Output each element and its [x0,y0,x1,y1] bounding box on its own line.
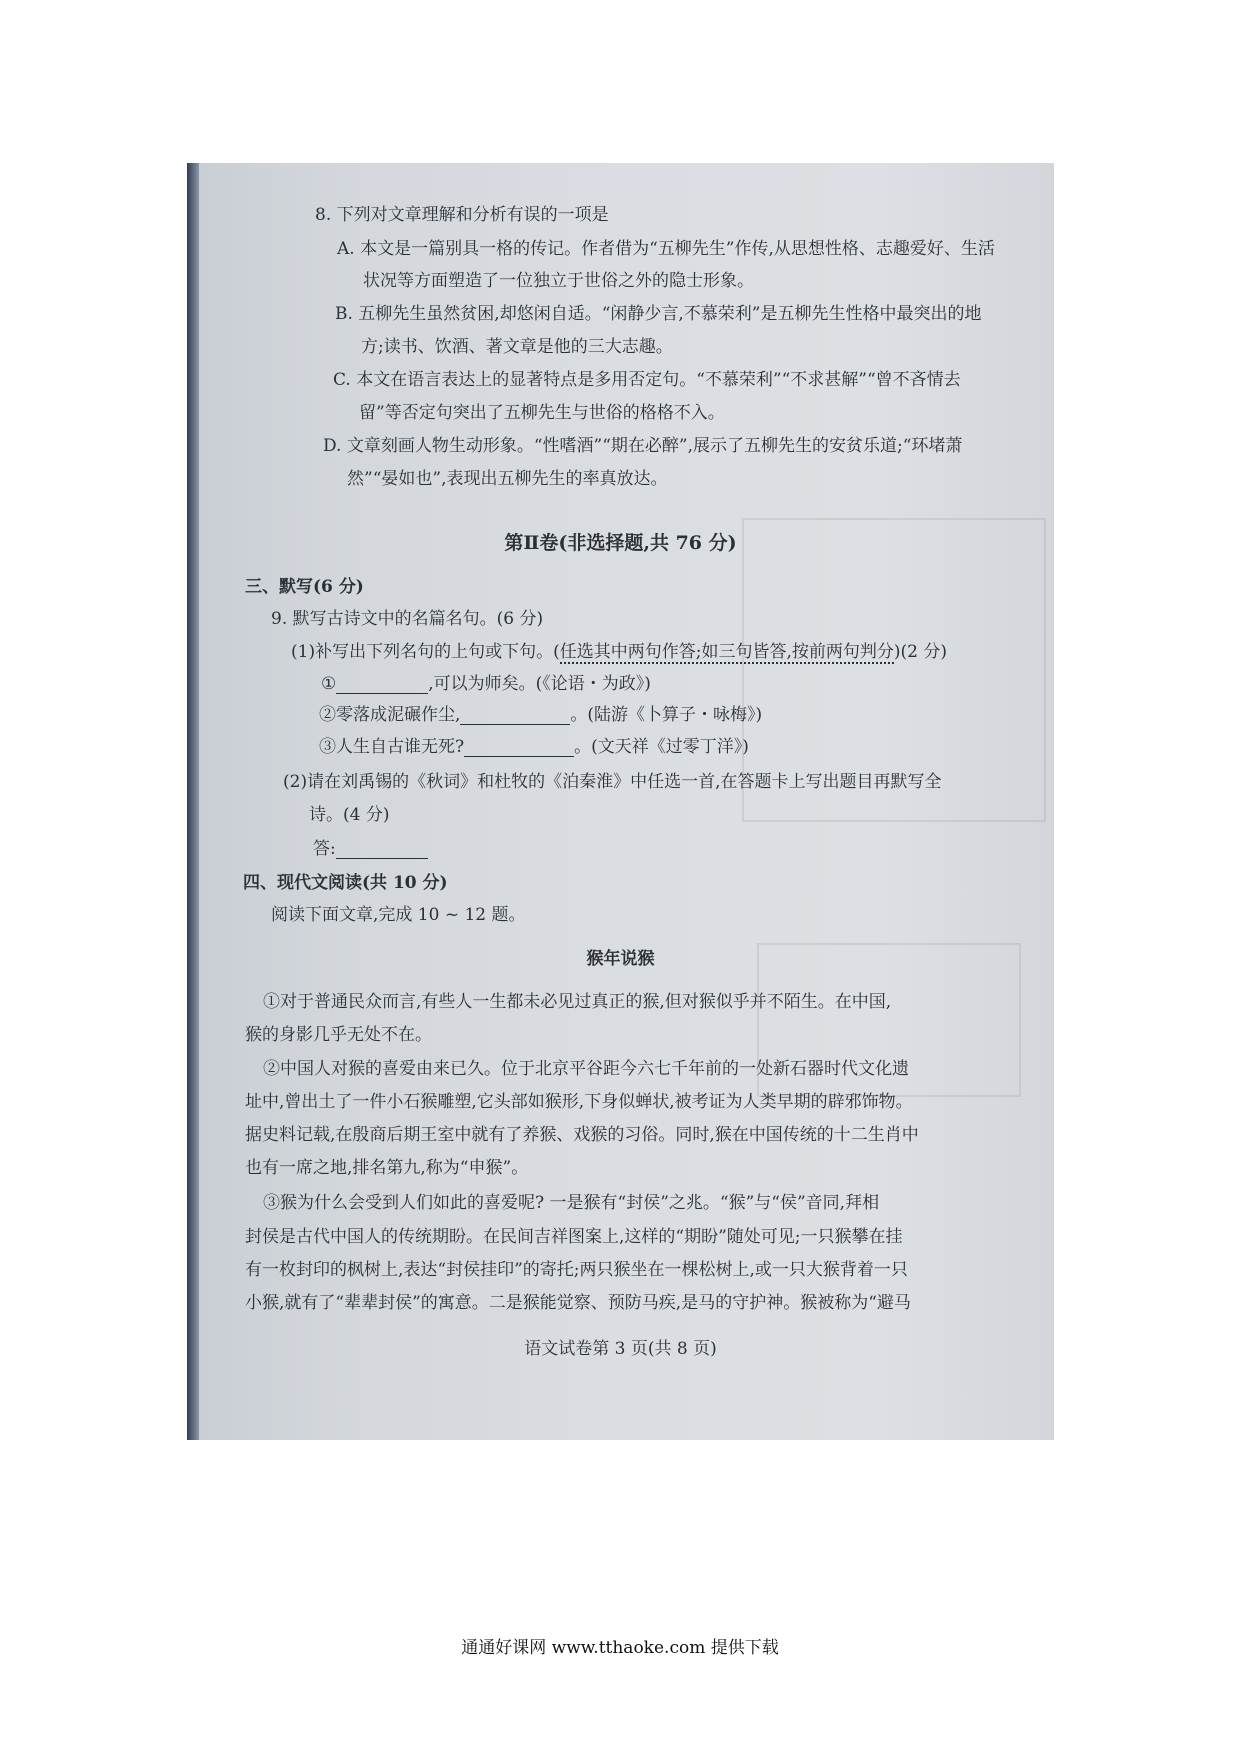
reading-instruction: 阅读下面文章,完成 10 ~ 12 题。 [271,905,526,925]
q8-option-a-line2: 状况等方面塑造了一位独立于世俗之外的隐士形象。 [363,271,754,291]
q8-option-b-line1: B. 五柳先生虽然贫困,却悠闲自适。“闲静少言,不慕荣利”是五柳先生性格中最突出的地 [335,304,982,324]
blank-1[interactable] [336,677,428,694]
q9-part1-emphasis: 任选其中两句作答;如三句皆答,按前两句判分 [559,642,894,662]
answer-blank[interactable] [336,842,428,859]
q9-part1-suffix: )(2 分) [893,642,947,662]
item-1-number: ① [321,674,337,694]
article-p3-line3: 有一枚封印的枫树上,表达“封侯挂印”的寄托;两只猴坐在一棵松树上,或一只大猴背着一只 [245,1260,908,1280]
article-p1-line2: 猴的身影几乎无处不在。 [245,1025,432,1045]
article-p3-line4: 小猴,就有了“辈辈封侯”的寓意。二是猴能觉察、预防马疾,是马的守护神。猴被称为“避马 [245,1293,911,1313]
q8-option-d-line1: D. 文章刻画人物生动形象。“性嗜酒”“期在必醉”,展示了五柳先生的安贫乐道;“环堵萧 [323,436,963,456]
article-p2-line2: 址中,曾出土了一件小石猴雕塑,它头部如猴形,下身似蝉状,被考证为人类早期的辟邪饰物。 [245,1092,913,1112]
q8-option-b-line2: 方;读书、饮酒、著文章是他的三大志趣。 [361,337,673,357]
q9-item-2 [319,705,762,725]
q8-option-d-line2: 然”“晏如也”,表现出五柳先生的率真放达。 [347,469,668,489]
section-2-title: 第Ⅱ卷(非选择题,共 76 分) [504,532,737,554]
q9-item-1 [321,674,651,694]
download-footer: 通通好课网 www.tthaoke.com 提供下载 [461,1638,779,1658]
article-p3-line1: ③猴为什么会受到人们如此的喜爱呢? 一是猴有“封侯”之兆。“猴”与“侯”音同,拜相 [263,1193,880,1213]
q9-part1-instruction [291,642,947,662]
article-p2-line4: 也有一席之地,排名第九,称为“申猴”。 [245,1158,529,1178]
article-title: 猴年说猴 [586,949,655,969]
item-3-text: ③人生自古谁无死? [319,737,465,757]
q9-stem: 9. 默写古诗文中的名篇名句。(6 分) [271,609,544,629]
blank-2[interactable] [460,708,570,725]
article-p3-line2: 封侯是古代中国人的传统期盼。在民间吉祥图案上,这样的“期盼”随处可见;一只猴攀在挂 [245,1227,903,1247]
item-2-source: 。(陆游《卜算子・咏梅》) [570,705,763,725]
answer-label: 答: [313,839,336,859]
scanned-page-photo [187,163,1054,1440]
article-p1-line1: ①对于普通民众而言,有些人一生都未必见过真正的猴,但对猴似乎并不陌生。在中国, [263,992,892,1012]
item-2-text: ②零落成泥碾作尘, [319,705,461,725]
q8-stem: 8. 下列对文章理解和分析有误的一项是 [315,205,609,225]
article-p2-line3: 据史料记载,在殷商后期王室中就有了养猴、戏猴的习俗。同时,猴在中国传统的十二生肖中 [245,1125,919,1145]
q8-option-a-line1: A. 本文是一篇别具一格的传记。作者借为“五柳先生”作传,从思想性格、志趣爱好、生活 [337,239,995,259]
page-number-label: 语文试卷第 3 页(共 8 页) [524,1339,717,1359]
article-p2-line1: ②中国人对猴的喜爱由来已久。位于北京平谷距今六七千年前的一处新石器时代文化遗 [263,1059,909,1079]
q8-option-c-line1: C. 本文在语言表达上的显著特点是多用否定句。“不慕荣利”“不求甚解”“曾不吝情去 [333,370,961,390]
section-3-title: 三、默写(6 分) [245,577,364,597]
item-1-text: ,可以为师矣。(《论语・为政》) [428,674,651,694]
item-3-source: 。(文天祥《过零丁洋》) [574,737,749,757]
q9-part1-prefix: (1)补写出下列名句的上句或下句。( [291,642,560,662]
q9-part2-line2: 诗。(4 分) [309,805,390,825]
page-shadow-edge [187,163,199,1440]
answer-line [313,839,428,859]
q9-part2-line1: (2)请在刘禹锡的《秋词》和杜牧的《泊秦淮》中任选一首,在答题卡上写出题目再默写全 [283,772,942,792]
section-4-title: 四、现代文阅读(共 10 分) [243,873,448,893]
q8-option-c-line2: 留”等否定句突出了五柳先生与世俗的格格不入。 [359,403,725,423]
q9-item-3 [319,737,749,757]
blank-3[interactable] [464,740,574,757]
